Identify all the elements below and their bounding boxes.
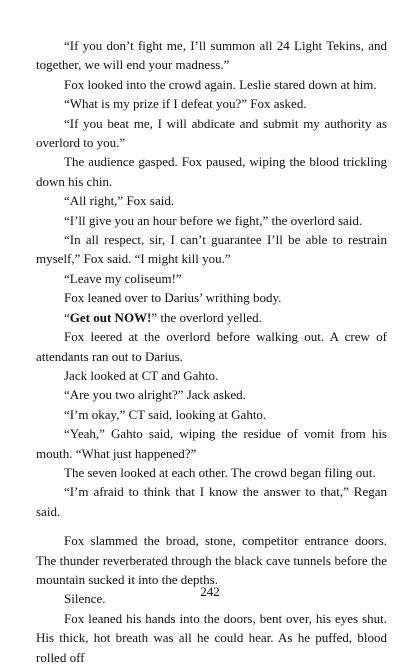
paragraph: “Yeah,” Gahto said, wiping the residue of vomit from his mouth. “What just happened?” [36,426,387,461]
paragraph: “I’m afraid to think that I know the answer to that,” Regan said. [36,484,387,519]
paragraph: Fox leaned over to Darius’ writhing body. [64,290,282,306]
paragraph: “If you don’t fight me, I’ll summon all 24 Light Tekins, and together, we will end your madness.” [36,38,387,73]
paragraph: Silence. [64,591,106,607]
paragraph: The seven looked at each other. The crowd began filing out. [64,464,376,480]
emphasized-text: Get out NOW! [69,309,152,325]
paragraph: Fox looked into the crowd again. Leslie stared down at him. [64,76,377,92]
quote-open: “ [64,309,70,325]
paragraph-with-emphasis [36,308,387,327]
paragraph: “What is my prize if I defeat you?” Fox asked. [64,96,307,112]
paragraph: Jack looked at CT and Gahto. [64,367,219,383]
paragraph: Fox leaned his hands into the doors, bent over, his eyes shut. His thick, hot breath was all he could hear. As he puffed, blood rolled off [36,610,387,665]
paragraph: “In all respect, sir, I can’t guarantee I’ll be able to restrain myself,” Fox said. “I might kill you.” [36,232,387,267]
page-number: 242 [200,584,220,599]
paragraph: Fox slammed the broad, stone, competitor entrance doors. The thunder reverberated through the black cave tunnels before the mountain sucked it into the depths. [36,533,387,587]
paragraph: “If you beat me, I will abdicate and submit my authority as overlord to you.” [36,115,387,151]
paragraph: “All right,” Fox said. [64,193,175,209]
paragraph: “Are you two alright?” Jack asked. [64,387,246,403]
paragraph: “I’m okay,” CT said, looking at Gahto. [64,406,267,422]
page-body [36,36,387,667]
paragraph: The audience gasped. Fox paused, wiping the blood trickling down his chin. [36,154,387,189]
quote-rest: ” the overlord yelled. [151,309,262,325]
paragraph: “I’ll give you an hour before we fight,” the overlord said. [64,212,363,228]
paragraph: Fox leered at the overlord before walking out. A crew of attendants ran out to Darius. [36,329,387,364]
paragraph: “Leave my coliseum!” [64,270,182,286]
